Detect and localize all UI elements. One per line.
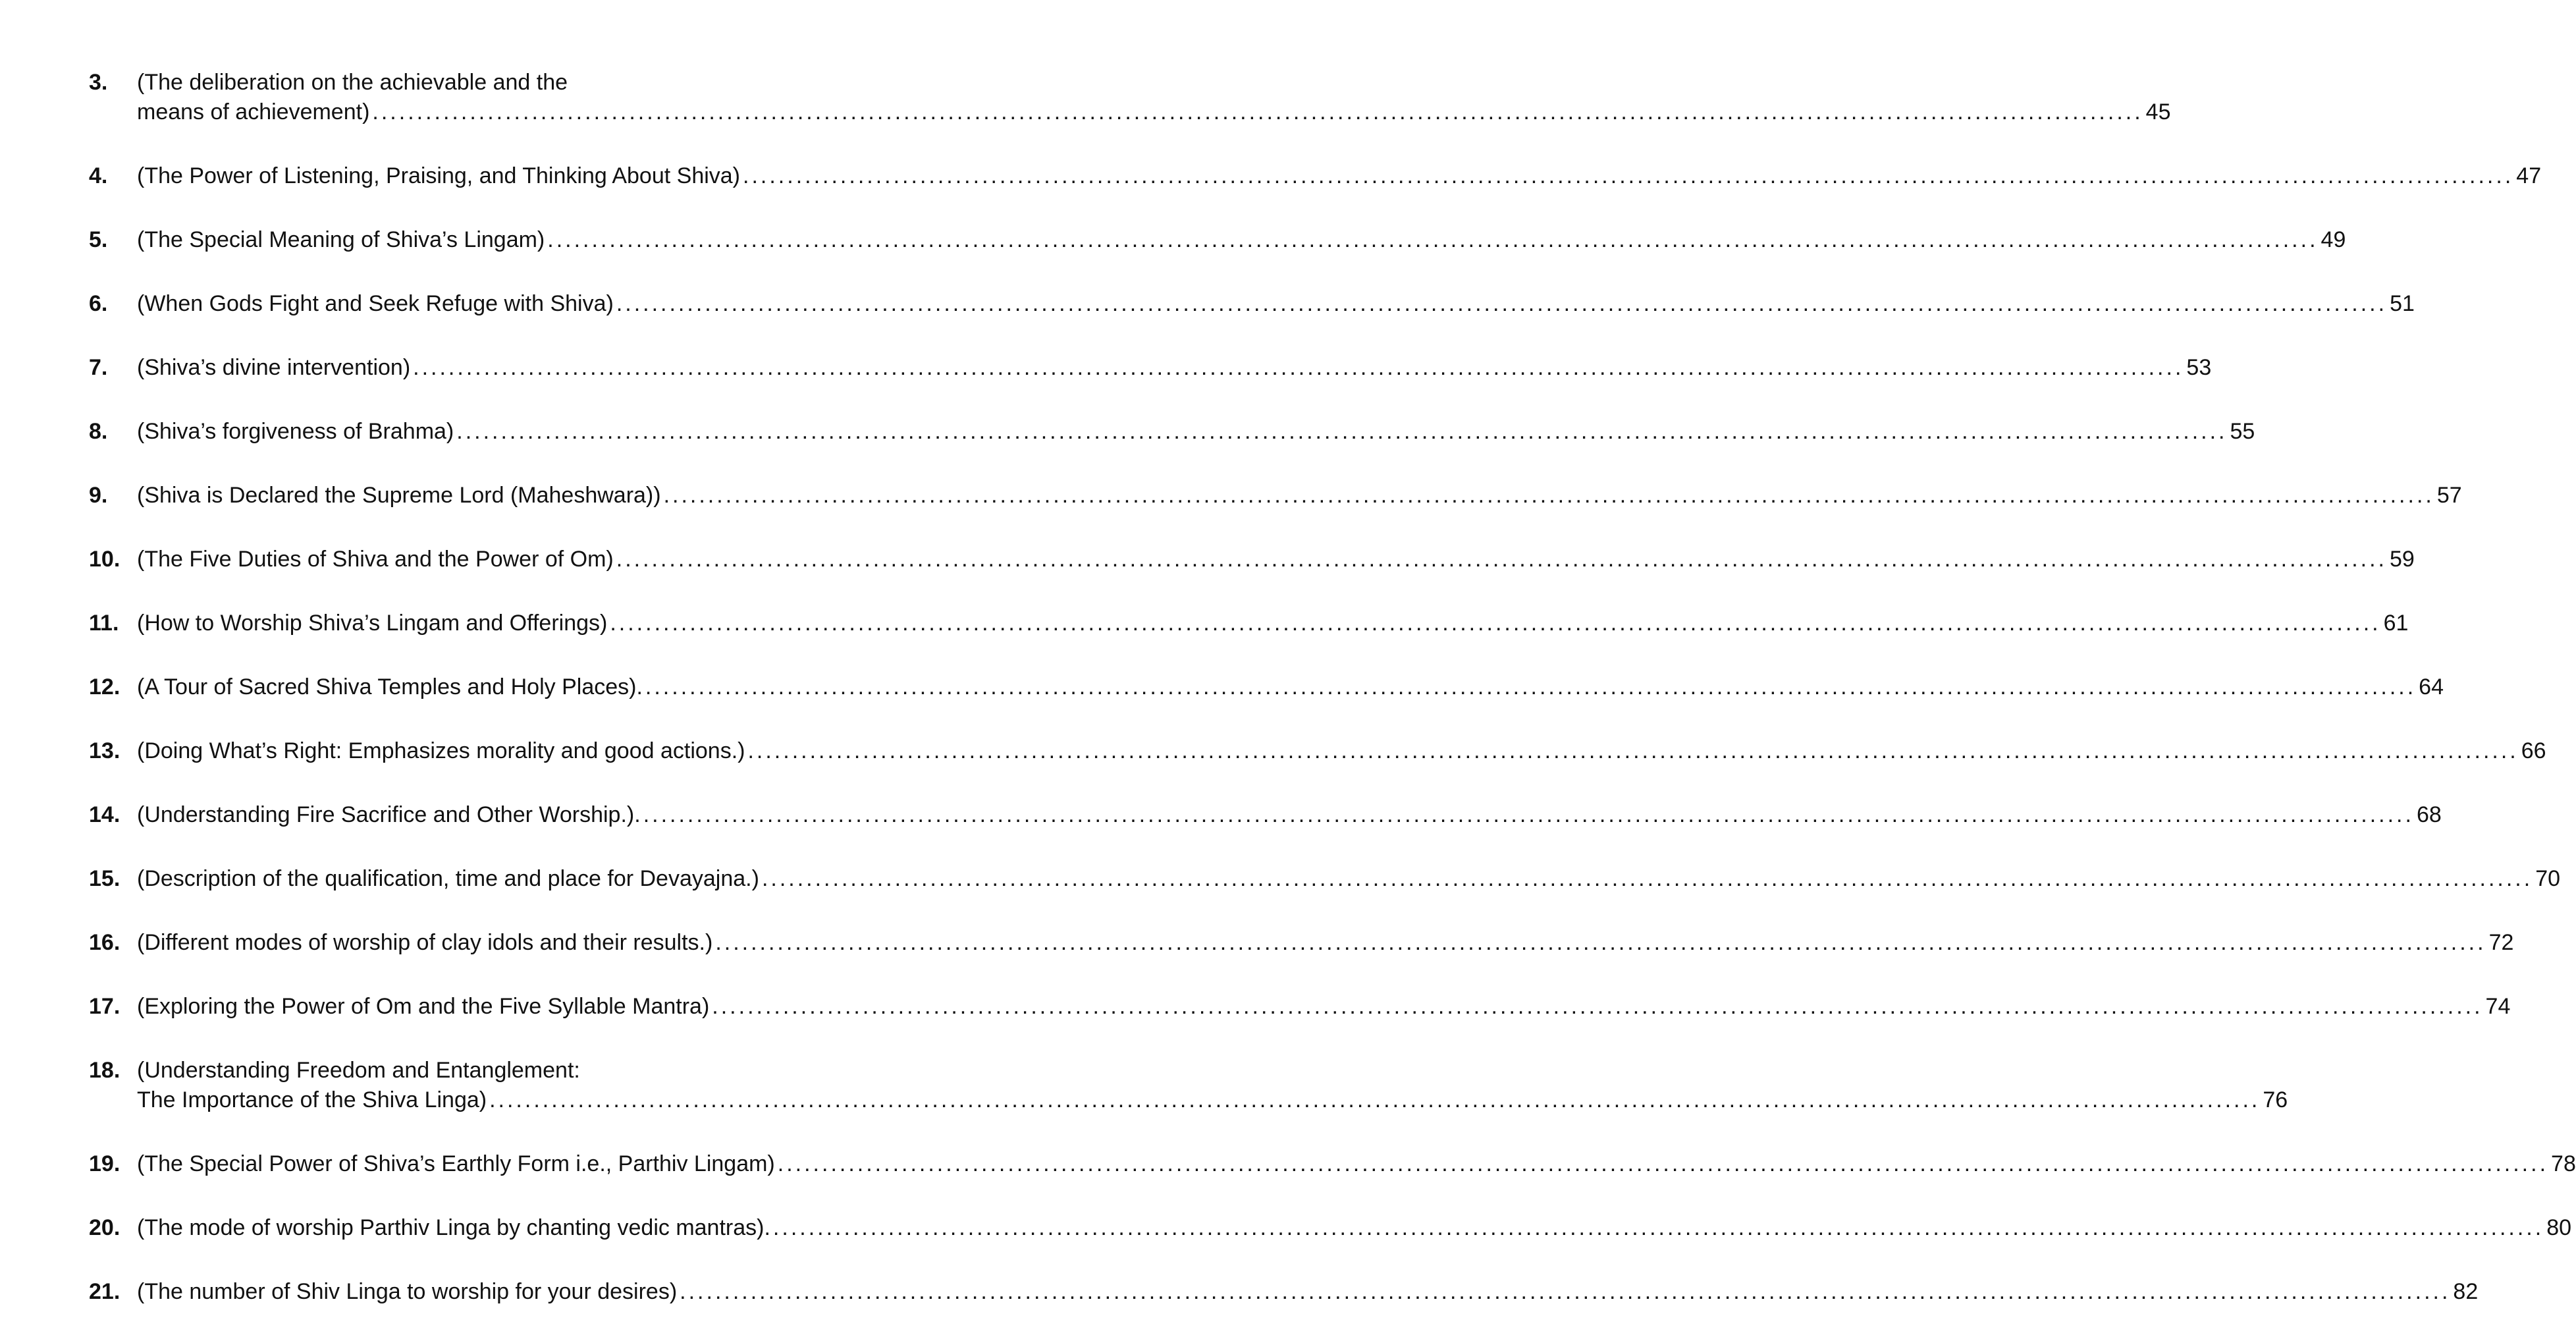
entry-title: (The Special Power of Shiva’s Earthly Form i.e., Parthiv Lingam) (137, 1151, 775, 1176)
entry-title-row (137, 353, 2212, 383)
entry-body (137, 1213, 2572, 1243)
entry-title: (Different modes of worship of clay idols and their results.) (137, 930, 713, 955)
entry-title-row (137, 417, 2255, 447)
toc-entry (89, 992, 2511, 1022)
toc-entry (89, 672, 2444, 702)
toc-entry (89, 417, 2255, 447)
dot-leader: ........................................................................................................................................................................................................ (610, 611, 2381, 636)
toc-entry (89, 353, 2212, 383)
entry-body (137, 417, 2255, 447)
dot-leader: ........................................................................................................................................................................................................ (747, 738, 2519, 763)
entry-title: (Understanding Fire Sacrifice and Other Worship.). (137, 802, 641, 827)
toc-entry (89, 928, 2514, 958)
dot-leader: ........................................................................................................................................................................................................ (743, 163, 2514, 188)
entry-body (137, 353, 2212, 383)
entry-title: (Shiva is Declared the Supreme Lord (Maheshwara)) (137, 483, 661, 508)
entry-page-number: 70 (2535, 866, 2561, 891)
entry-title: (The mode of worship Parthiv Linga by chanting vedic mantras). (137, 1215, 770, 1240)
entry-page-number: 57 (2436, 483, 2462, 508)
entry-body (137, 800, 2442, 830)
entry-title-row (137, 672, 2444, 702)
entry-number: 20. (89, 1215, 121, 1240)
entry-number: 14. (89, 802, 121, 827)
dot-leader: ........................................................................................................................................................................................................ (761, 866, 2533, 891)
entry-body (137, 481, 2462, 510)
dot-leader: ........................................................................................................................................................................................................ (715, 930, 2486, 955)
dot-leader: ........................................................................................................................................................................................................ (712, 994, 2483, 1019)
entry-number: 4. (89, 163, 108, 188)
entry-page-number: 51 (2390, 291, 2415, 316)
entry-page-number: 82 (2453, 1279, 2479, 1304)
toc-entry (89, 1213, 2572, 1243)
entry-number: 11. (89, 611, 119, 636)
entry-title-row (137, 609, 2409, 638)
entry-number: 6. (89, 291, 108, 316)
dot-leader: ........................................................................................................................................................................................................ (413, 355, 2184, 380)
entry-title-row (137, 1213, 2572, 1243)
dot-leader: ........................................................................................................................................................................................................ (680, 1279, 2451, 1304)
dot-leader: ........................................................................................................................................................................................................ (663, 483, 2434, 508)
entry-title-row (137, 289, 2415, 319)
toc-entry (89, 1149, 2576, 1179)
entry-page-number: 47 (2516, 163, 2542, 188)
entry-page-number: 53 (2186, 355, 2212, 380)
toc-entry (89, 1277, 2479, 1307)
dot-leader: ........................................................................................................................................................................................................ (643, 802, 2414, 827)
entry-page-number: 78 (2551, 1151, 2576, 1176)
dot-leader: ........................................................................................................................................................................................................ (489, 1087, 2261, 1112)
entry-number: 16. (89, 930, 121, 955)
entry-page-number: 76 (2263, 1087, 2288, 1112)
entry-body (137, 1277, 2479, 1307)
entry-body (137, 68, 2171, 127)
toc-entry (89, 481, 2462, 510)
entry-body (137, 1149, 2576, 1179)
entry-title-row (137, 992, 2511, 1022)
entry-number: 10. (89, 547, 121, 572)
entry-number: 3. (89, 70, 108, 95)
entry-title-row (137, 225, 2346, 255)
entry-page-number: 66 (2521, 738, 2546, 763)
entry-page-number: 74 (2485, 994, 2511, 1019)
entry-number: 17. (89, 994, 121, 1019)
entry-title: (Exploring the Power of Om and the Five Syllable Mantra) (137, 994, 710, 1019)
entry-title-row (137, 161, 2542, 191)
entry-body (137, 928, 2514, 958)
entry-body (137, 864, 2561, 894)
dot-leader: ........................................................................................................................................................................................................ (547, 227, 2319, 252)
entry-number: 9. (89, 483, 108, 508)
entry-title: The Importance of the Shiva Linga) (137, 1087, 487, 1112)
entry-page-number: 59 (2390, 547, 2415, 572)
entry-number: 5. (89, 227, 108, 252)
entry-title: (Doing What’s Right: Emphasizes morality and good actions.) (137, 738, 745, 763)
toc-entry (89, 161, 2542, 191)
entry-body (137, 545, 2415, 574)
entry-title: (When Gods Fight and Seek Refuge with Shiva) (137, 291, 614, 316)
entry-page-number: 49 (2321, 227, 2346, 252)
entry-title-row (137, 1277, 2479, 1307)
toc-entry (89, 864, 2561, 894)
toc-entry (89, 225, 2346, 255)
entry-number: 15. (89, 866, 121, 891)
entry-title-row (137, 736, 2546, 766)
entry-page-number: 45 (2145, 99, 2171, 124)
entry-body (137, 736, 2546, 766)
entry-number: 8. (89, 419, 108, 444)
entry-title: (Shiva’s forgiveness of Brahma) (137, 419, 454, 444)
dot-leader: ........................................................................................................................................................................................................ (372, 99, 2143, 124)
entry-page-number: 61 (2383, 611, 2409, 636)
entry-number: 21. (89, 1279, 121, 1304)
entry-number: 13. (89, 738, 121, 763)
entry-body (137, 992, 2511, 1022)
entry-title: (The number of Shiv Linga to worship for your desires) (137, 1279, 678, 1304)
dot-leader: ........................................................................................................................................................................................................ (645, 674, 2417, 699)
entry-number: 19. (89, 1151, 121, 1176)
entry-title-line1: (The deliberation on the achievable and the (137, 70, 568, 95)
toc-entry (89, 68, 2171, 127)
entry-body (137, 161, 2542, 191)
toc-entry (89, 545, 2415, 574)
entry-title-row (137, 481, 2462, 510)
entry-body (137, 289, 2415, 319)
entry-title-row (137, 800, 2442, 830)
entry-title: (How to Worship Shiva’s Lingam and Offerings) (137, 611, 608, 636)
entry-page-number: 80 (2546, 1215, 2572, 1240)
entry-body (137, 609, 2409, 638)
entry-title: (Description of the qualification, time and place for Devayajna.) (137, 866, 759, 891)
entry-page-number: 68 (2416, 802, 2442, 827)
toc-entry (89, 609, 2409, 638)
entry-title-row (137, 97, 2171, 127)
toc-entry (89, 289, 2415, 319)
entry-page-number: 64 (2419, 674, 2444, 699)
entry-title-row (137, 1085, 2288, 1115)
dot-leader: ........................................................................................................................................................................................................ (616, 291, 2388, 316)
table-of-contents (89, 68, 2576, 1341)
entry-title-row (137, 1149, 2576, 1179)
entry-title: (A Tour of Sacred Shiva Temples and Holy Places). (137, 674, 643, 699)
entry-number: 7. (89, 355, 108, 380)
entry-title-row (137, 864, 2561, 894)
entry-page-number: 72 (2488, 930, 2514, 955)
entry-body (137, 1056, 2288, 1115)
dot-leader: ........................................................................................................................................................................................................ (777, 1151, 2549, 1176)
entry-body (137, 672, 2444, 702)
entry-title: (Shiva’s divine intervention) (137, 355, 411, 380)
entry-title: (The Five Duties of Shiva and the Power of Om) (137, 547, 614, 572)
entry-title-row (137, 928, 2514, 958)
entry-number: 18. (89, 1058, 121, 1083)
entry-title-row (137, 545, 2415, 574)
entry-title: (The Special Meaning of Shiva’s Lingam) (137, 227, 545, 252)
dot-leader: ........................................................................................................................................................................................................ (456, 419, 2228, 444)
toc-entry (89, 736, 2546, 766)
entry-title-line1: (Understanding Freedom and Entanglement: (137, 1058, 580, 1083)
dot-leader: ........................................................................................................................................................................................................ (616, 547, 2388, 572)
entry-title: (The Power of Listening, Praising, and Thinking About Shiva) (137, 163, 741, 188)
entry-body (137, 225, 2346, 255)
dot-leader: ........................................................................................................................................................................................................ (772, 1215, 2544, 1240)
entry-page-number: 55 (2230, 419, 2255, 444)
toc-entry (89, 1056, 2288, 1115)
entry-number: 12. (89, 674, 121, 699)
toc-entry (89, 800, 2442, 830)
entry-title: means of achievement) (137, 99, 370, 124)
